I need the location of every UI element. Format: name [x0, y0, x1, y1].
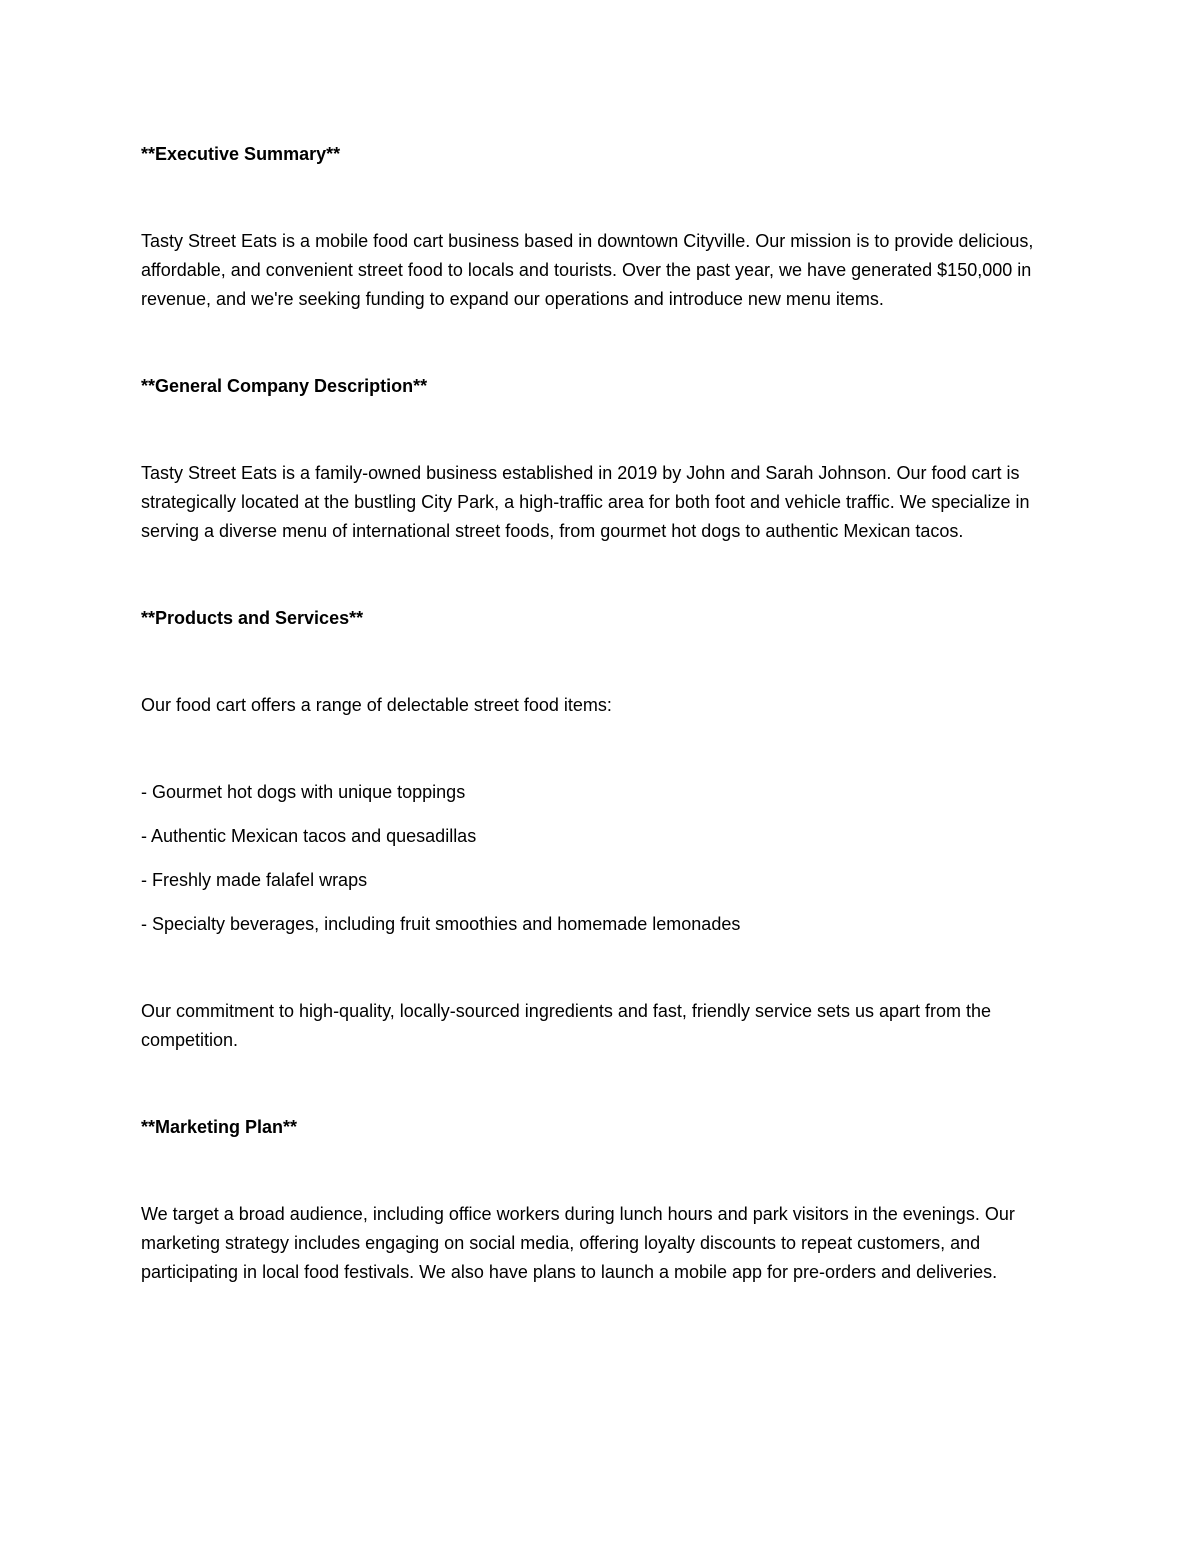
executive-summary-body: Tasty Street Eats is a mobile food cart business based in downtown Cityville. Our mission is to provide delicious, affordable, and convenient street food to locals and tourists. Over the past year, we have generated $150,000 in revenue, and we're seeking funding to expand our operations and introduce new menu items.: [141, 231, 1034, 309]
list-item: - Freshly made falafel wraps: [141, 870, 368, 890]
list-item: - Authentic Mexican tacos and quesadillas: [141, 826, 477, 846]
products-services-intro: Our food cart offers a range of delectable street food items:: [141, 695, 612, 715]
executive-summary-heading: **Executive Summary**: [141, 144, 341, 164]
products-list: [141, 778, 1061, 939]
document-page: [141, 140, 1061, 1287]
products-services-closing: Our commitment to high-quality, locally-sourced ingredients and fast, friendly service sets us apart from the competition.: [141, 1001, 992, 1050]
list-item: - Specialty beverages, including fruit smoothies and homemade lemonades: [141, 914, 741, 934]
marketing-plan-body: We target a broad audience, including office workers during lunch hours and park visitors in the evenings. Our marketing strategy includes engaging on social media, offering loyalty discounts to repeat customers, and participating in local food festivals. We also have plans to launch a mobile app for pre-orders and deliveries.: [141, 1204, 1015, 1282]
company-description-heading: **General Company Description**: [141, 376, 428, 396]
company-description-body: Tasty Street Eats is a family-owned business established in 2019 by John and Sarah Johnson. Our food cart is strategically located at the bustling City Park, a high-traffic area for both foot and vehicle traffic. We specialize in serving a diverse menu of international street foods, from gourmet hot dogs to authentic Mexican tacos.: [141, 463, 1030, 541]
products-services-heading: **Products and Services**: [141, 608, 364, 628]
marketing-plan-heading: **Marketing Plan**: [141, 1117, 298, 1137]
list-item: - Gourmet hot dogs with unique toppings: [141, 782, 466, 802]
